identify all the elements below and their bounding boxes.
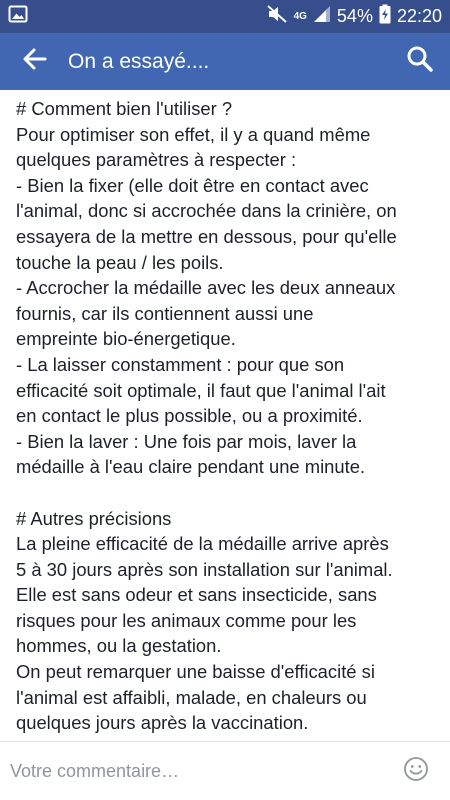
post-text-line: risques pour les animaux comme pour les	[16, 609, 357, 631]
post-text-line: - Bien la fixer (elle doit être en contact avec	[16, 174, 369, 196]
emoji-button[interactable]	[396, 751, 436, 791]
post-text-line: en contact le plus possible, ou a proximité.	[16, 405, 363, 427]
post-text-line: empreinte bio-énergetique.	[16, 328, 236, 350]
status-bar	[0, 0, 450, 33]
post-text-line: l'animal, donc si accrochée dans la crinière, on	[16, 200, 397, 222]
emoji-icon	[403, 756, 429, 787]
comment-bar	[0, 741, 450, 800]
battery-charging-icon	[379, 4, 391, 29]
post-text-line: 5 à 30 jours après son installation sur l'animal.	[16, 558, 393, 580]
post-text-line: hommes, ou la gestation.	[16, 635, 222, 657]
back-arrow-icon	[23, 48, 47, 75]
post-text-line: - Bien la laver : Une fois par mois, laver la	[16, 430, 357, 452]
post-text-line: La pleine efficacité de la médaille arrive après	[16, 533, 389, 555]
post-text-line: Elle est sans odeur et sans insecticide, sans	[16, 584, 377, 606]
back-button[interactable]	[6, 33, 64, 90]
post-text-line: Pour optimiser son effet, il y a quand même	[16, 123, 371, 145]
post-text-line: quelques paramètres à respecter :	[16, 149, 297, 171]
image-icon	[8, 5, 28, 28]
post-text-line: fournis, car ils contiennent aussi une	[16, 302, 314, 324]
signal-icon	[313, 5, 331, 28]
blank-line	[16, 480, 444, 506]
post-text-line: quelques jours après la vaccination.	[16, 712, 309, 734]
comment-input[interactable]	[0, 750, 396, 792]
post-text-line: - Accrocher la médaille avec les deux anneaux	[16, 277, 396, 299]
post-text-line: # Comment bien l'utiliser ?	[16, 98, 233, 119]
battery-percent: 54%	[336, 6, 373, 26]
post-text-line: - La laisser constamment : pour que son	[16, 353, 345, 375]
post-text-line: # Autres précisions	[16, 507, 172, 529]
network-type-label: 4G	[293, 11, 307, 22]
post-text-line: On peut remarquer une baisse d'efficacité si	[16, 661, 375, 683]
post-text-line: essayera de la mettre en dessous, pour qu'elle	[16, 225, 397, 247]
post-text-line: touche la peau / les poils.	[16, 251, 224, 273]
search-button[interactable]	[390, 33, 450, 90]
search-icon	[406, 45, 434, 78]
post-text-line: médaille à l'eau claire pendant une minute.	[16, 456, 366, 478]
post-text-line: efficacité soit optimale, il faut que l'animal l'ait	[16, 379, 386, 401]
page-title: On a essayé....	[68, 49, 210, 73]
mute-icon	[266, 4, 288, 29]
app-bar	[0, 33, 450, 90]
post-text-line: l'animal est affaibli, malade, en chaleurs ou	[16, 686, 367, 708]
post-body	[16, 96, 444, 736]
clock-time: 22:20	[396, 6, 442, 26]
